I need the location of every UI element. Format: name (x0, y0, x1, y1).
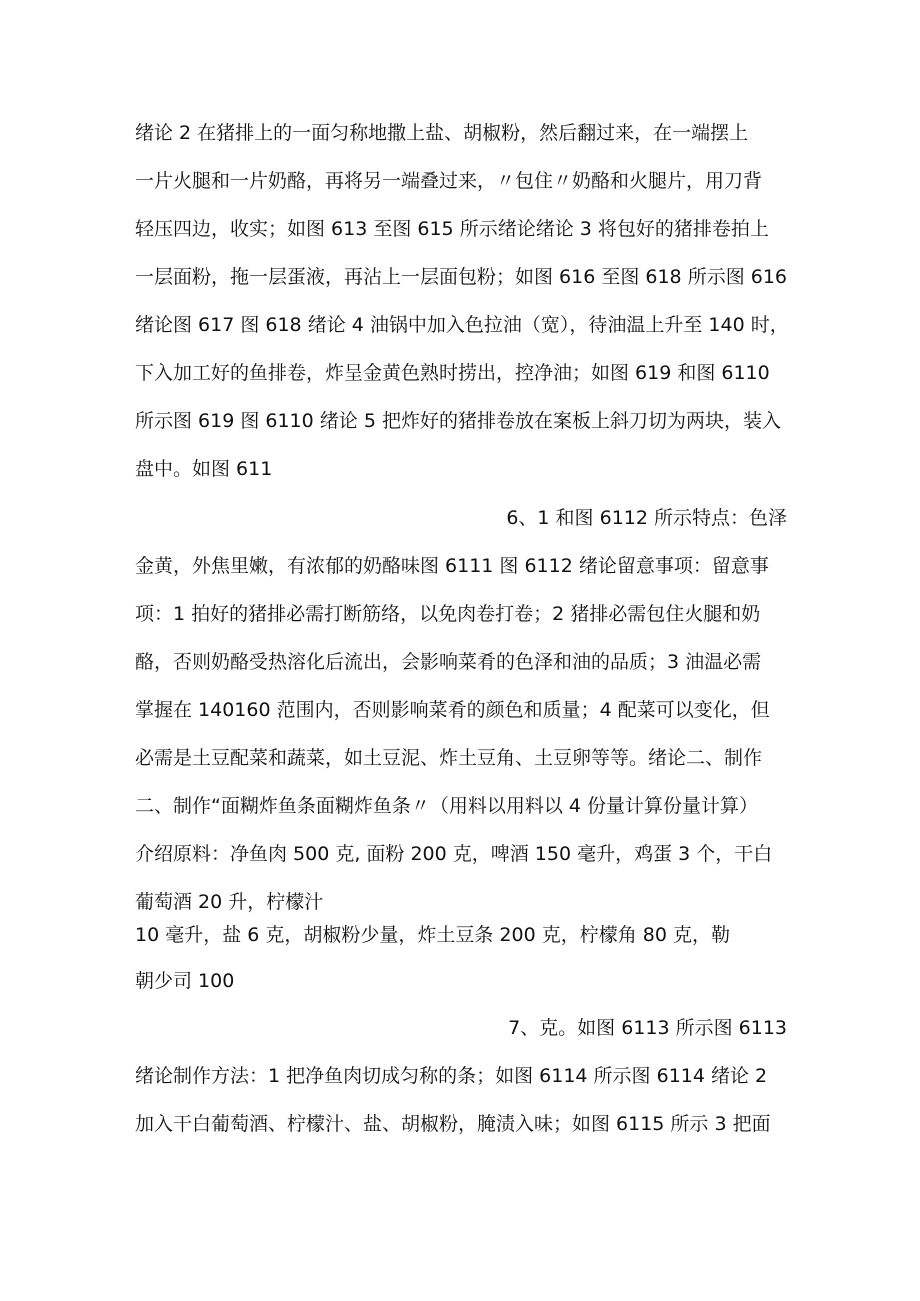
text-line: 绪论 2 在猪排上的一面匀称地撒上盐、胡椒粉，然后翻过来，在一端摆上 (135, 122, 749, 144)
text-line: 加入干白葡萄酒、柠檬汁、盐、胡椒粉，腌渍入味；如图 6115 所示 3 把面 (135, 1113, 771, 1135)
text-line: 项：1 拍好的猪排必需打断筋络，以免肉卷打卷；2 猪排必需包住火腿和奶 (135, 603, 761, 625)
text-line-right: 7、克。如图 6113 所示图 6113 (508, 1017, 787, 1039)
text-line: 下入加工好的鱼排卷，炸呈金黄色熟时捞出，控净油；如图 619 和图 6110 (135, 362, 770, 384)
text-line: 必需是土豆配菜和蔬菜，如土豆泥、炸土豆角、土豆卵等等。绪论二、制作 (135, 747, 763, 769)
text-line-right: 6、1 和图 6112 所示特点：色泽 (506, 507, 787, 529)
text-line: 朝少司 100 (135, 970, 235, 992)
text-line: 轻压四边，收实；如图 613 至图 615 所示绪论绪论 3 将包好的猪排卷拍上 (135, 218, 769, 240)
text-line: 金黄，外焦里嫩，有浓郁的奶酪味图 6111 图 6112 绪论留意事项：留意事 (135, 555, 769, 577)
text-line: 葡萄酒 20 升，柠檬汁 (135, 891, 324, 913)
text-line: 所示图 619 图 6110 绪论 5 把炸好的猪排卷放在案板上斜刀切为两块，装入 (135, 410, 781, 432)
text-line: 绪论制作方法：1 把净鱼肉切成匀称的条；如图 6114 所示图 6114 绪论 2 (135, 1065, 768, 1087)
text-line: 一层面粉，拖一层蛋液，再沾上一层面包粉；如图 616 至图 618 所示图 616 (135, 266, 787, 288)
text-line: 盘中。如图 611 (135, 458, 273, 480)
text-line: 掌握在 140160 范围内，否则影响菜肴的颜色和质量；4 配菜可以变化，但 (135, 699, 770, 721)
text-line: 一片火腿和一片奶酪，再将另一端叠过来，〃包住〃奶酪和火腿片，用刀背 (135, 170, 763, 192)
text-line: 10 毫升，盐 6 克，胡椒粉少量，炸土豆条 200 克，柠檬角 80 克，勒 (135, 924, 730, 946)
text-line: 介绍原料：净鱼肉 500 克, 面粉 200 克，啤酒 150 毫升，鸡蛋 3 个，干白 (135, 843, 773, 865)
text-line: 酪，否则奶酪受热溶化后流出，会影响菜肴的色泽和油的品质；3 油温必需 (135, 651, 762, 673)
text-line: 绪论图 617 图 618 绪论 4 油锅中加入色拉油（宽），待油温上升至 140 时， (135, 314, 789, 336)
text-line: 二、制作“面糊炸鱼条面糊炸鱼条〃（用料以用料以 4 份量计算份量计算） (135, 795, 759, 817)
